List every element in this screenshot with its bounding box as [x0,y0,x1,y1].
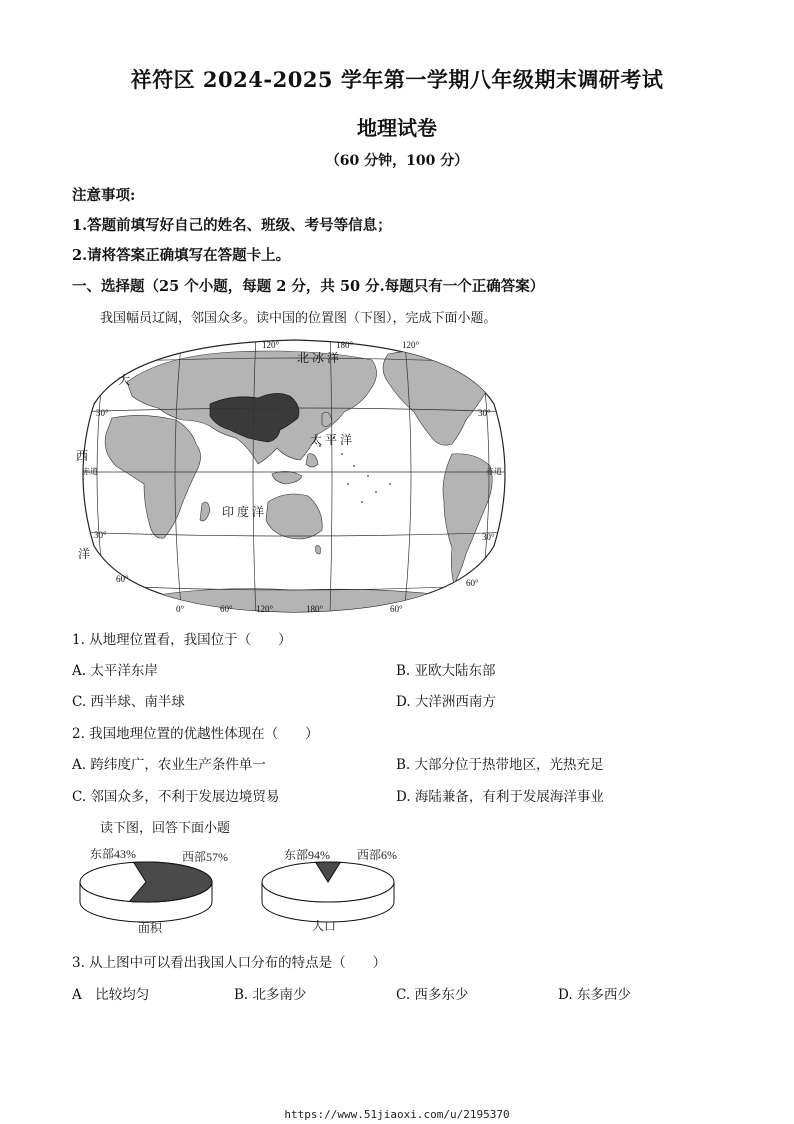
q1-option-b: B. 亚欧大陆东部 [396,663,496,679]
question-3-stem: 3. 从上图中可以看出我国人口分布的特点是（ ） [72,955,387,971]
pie-pop-label-east: 东部94% [284,848,330,862]
lon-120-top-right: 120° [402,340,420,350]
q2-option-c: C. 邻国众多，不利于发展边境贸易 [72,789,280,805]
label-da: 大 [118,373,131,387]
pie-area-label-east: 东部43% [90,847,136,861]
q3-option-a: A 比较均匀 [72,987,150,1003]
label-yang: 洋 [78,547,91,561]
label-indian: 印 度 洋 [222,505,265,519]
notes-heading: 注意事项: [72,187,136,204]
pie-area [80,862,212,922]
q2-option-a: A. 跨纬度广，农业生产条件单一 [72,757,266,773]
q3-option-d: D. 东多西少 [558,987,631,1003]
exam-meta: （60 分钟，100 分） [325,153,469,169]
q2-option-b: B. 大部分位于热带地区，光热充足 [396,757,604,773]
lat-30n-label-right: 30° [478,408,491,418]
question-1-stem: 1. 从地理位置看，我国位于（ ） [72,632,292,648]
lon-0-bottom: 0° [176,604,185,614]
lon-60-bottom: 60° [220,604,233,614]
lat-60s-label-right: 60° [466,578,479,588]
lon-180-bottom: 180° [306,604,324,614]
q2-option-d: D. 海陆兼备，有利于发展海洋事业 [396,789,604,805]
note-item-2: 2.请将答案正确填写在答题卡上。 [72,247,291,264]
pie-pop-label-west: 西部6% [357,848,397,862]
pie-pop-title: 人口 [312,919,337,933]
lat-30n-label: 30° [96,408,109,418]
q3-option-b: B. 北多南少 [234,987,307,1003]
lat-60s-label: 60° [116,574,129,584]
pie-charts [72,842,412,938]
lon-60-bottom-right: 60° [390,604,403,614]
q1-option-a: A. 太平洋东岸 [72,663,158,679]
section-intro: 我国幅员辽阔，邻国众多。读中国的位置图（下图），完成下面小题。 [100,311,497,326]
world-map [72,334,516,616]
subject-title: 地理试卷 [357,116,437,140]
question-2-stem: 2. 我国地理位置的优越性体现在（ ） [72,726,319,742]
read-figure-prompt: 读下图，回答下面小题 [100,821,231,836]
lat-30s-label-right: 30° [482,532,495,542]
lon-120-top: 120° [262,340,280,350]
label-equator-left: 赤道 [82,467,98,476]
note-item-1: 1.答题前填写好自己的姓名、班级、考号等信息； [72,217,392,234]
lon-120-bottom: 120° [256,604,274,614]
q1-option-c: C. 西半球、南半球 [72,694,185,710]
label-equator-right: 赤道 [486,467,502,476]
q1-option-d: D. 大洋洲西南方 [396,694,496,710]
lon-180-top: 180° [336,340,354,350]
q3-option-c: C. 西多东少 [396,987,469,1003]
exam-title: 祥符区 2024-2025 学年第一学期八年级期末调研考试 [130,67,664,92]
pie-population [262,862,394,922]
pie-area-label-west: 西部57% [182,850,228,864]
lat-30s-label: 30° [94,530,107,540]
section-heading: 一、选择题（25 个小题，每题 2 分，共 50 分.每题只有一个正确答案） [72,278,545,295]
pie-area-title: 面积 [138,921,163,935]
label-pacific: 太 平 洋 [310,433,353,447]
label-arctic: 北 冰 洋 [297,351,340,365]
footer-url: https://www.51jiaoxi.com/u/2195370 [284,1108,510,1121]
label-xi: 西 [76,449,89,463]
